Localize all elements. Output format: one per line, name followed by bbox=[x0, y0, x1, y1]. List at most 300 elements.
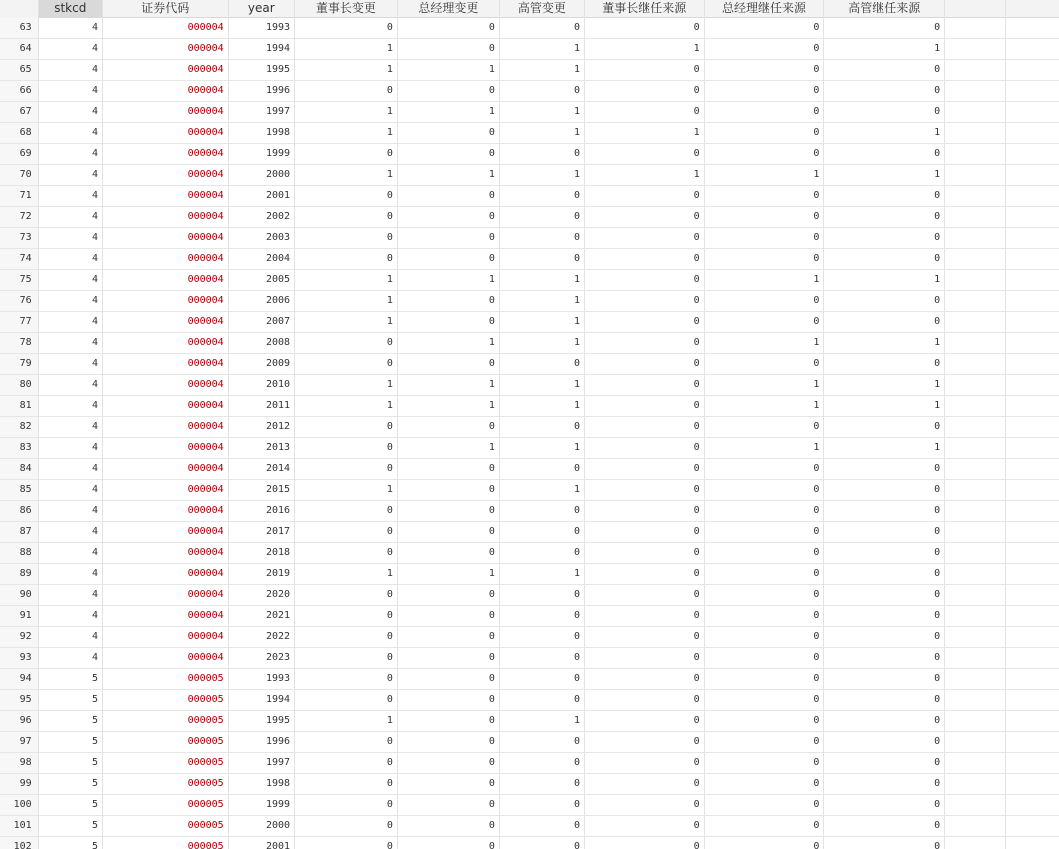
exec-change-cell[interactable]: 1 bbox=[500, 480, 585, 501]
exec-change-cell[interactable]: 0 bbox=[500, 354, 585, 375]
exec-successor-source-cell[interactable]: 0 bbox=[824, 480, 945, 501]
empty-cell[interactable] bbox=[1006, 291, 1059, 312]
gm-change-cell[interactable]: 0 bbox=[398, 417, 500, 438]
gm-change-cell[interactable]: 0 bbox=[398, 753, 500, 774]
security-code-cell[interactable]: 000004 bbox=[103, 480, 229, 501]
exec-change-cell[interactable]: 0 bbox=[500, 648, 585, 669]
row-number[interactable]: 93 bbox=[0, 648, 39, 669]
empty-cell[interactable] bbox=[945, 228, 1005, 249]
security-code-cell[interactable]: 000004 bbox=[103, 144, 229, 165]
security-code-cell[interactable]: 000004 bbox=[103, 186, 229, 207]
chairman-successor-source-cell[interactable]: 0 bbox=[585, 60, 705, 81]
exec-change-cell[interactable]: 0 bbox=[500, 459, 585, 480]
stkcd-cell[interactable]: 4 bbox=[39, 312, 103, 333]
stkcd-cell[interactable]: 5 bbox=[39, 753, 103, 774]
security-code-cell[interactable]: 000004 bbox=[103, 396, 229, 417]
gm-successor-source-cell[interactable]: 0 bbox=[705, 81, 825, 102]
security-code-cell[interactable]: 000004 bbox=[103, 585, 229, 606]
table-row[interactable] bbox=[0, 18, 1059, 39]
chairman-change-cell[interactable]: 1 bbox=[295, 60, 398, 81]
stkcd-cell[interactable]: 5 bbox=[39, 774, 103, 795]
chairman-change-cell[interactable]: 0 bbox=[295, 648, 398, 669]
row-number[interactable]: 88 bbox=[0, 543, 39, 564]
table-row[interactable] bbox=[0, 564, 1059, 585]
chairman-successor-source-cell[interactable]: 0 bbox=[585, 669, 705, 690]
exec-change-cell[interactable]: 0 bbox=[500, 228, 585, 249]
gm-change-cell[interactable]: 0 bbox=[398, 480, 500, 501]
security-code-cell[interactable]: 000004 bbox=[103, 18, 229, 39]
row-number[interactable]: 77 bbox=[0, 312, 39, 333]
exec-successor-source-cell[interactable]: 0 bbox=[824, 501, 945, 522]
chairman-successor-source-cell[interactable]: 0 bbox=[585, 795, 705, 816]
empty-cell[interactable] bbox=[945, 165, 1005, 186]
stkcd-cell[interactable]: 4 bbox=[39, 396, 103, 417]
security-code-cell[interactable]: 000004 bbox=[103, 543, 229, 564]
empty-cell[interactable] bbox=[1006, 354, 1059, 375]
year-cell[interactable]: 2012 bbox=[229, 417, 295, 438]
stkcd-cell[interactable]: 4 bbox=[39, 480, 103, 501]
gm-successor-source-cell[interactable]: 0 bbox=[705, 228, 825, 249]
chairman-successor-source-cell[interactable]: 1 bbox=[585, 165, 705, 186]
chairman-change-cell[interactable]: 0 bbox=[295, 207, 398, 228]
row-number[interactable]: 64 bbox=[0, 39, 39, 60]
exec-change-cell[interactable]: 0 bbox=[500, 732, 585, 753]
empty-cell[interactable] bbox=[1006, 711, 1059, 732]
year-cell[interactable]: 1995 bbox=[229, 711, 295, 732]
gm-successor-source-cell[interactable]: 0 bbox=[705, 522, 825, 543]
chairman-change-cell[interactable]: 0 bbox=[295, 753, 398, 774]
gm-successor-source-cell[interactable]: 0 bbox=[705, 669, 825, 690]
exec-successor-source-cell[interactable]: 1 bbox=[824, 375, 945, 396]
empty-cell[interactable] bbox=[1006, 333, 1059, 354]
empty-cell[interactable] bbox=[1006, 123, 1059, 144]
exec-successor-source-cell[interactable]: 0 bbox=[824, 690, 945, 711]
gm-successor-source-cell[interactable]: 0 bbox=[705, 732, 825, 753]
column-header-empty[interactable] bbox=[945, 0, 1005, 18]
stkcd-cell[interactable]: 4 bbox=[39, 270, 103, 291]
empty-cell[interactable] bbox=[1006, 312, 1059, 333]
gm-change-cell[interactable]: 0 bbox=[398, 774, 500, 795]
exec-successor-source-cell[interactable]: 1 bbox=[824, 333, 945, 354]
chairman-change-cell[interactable]: 0 bbox=[295, 144, 398, 165]
year-cell[interactable]: 2000 bbox=[229, 165, 295, 186]
empty-cell[interactable] bbox=[945, 102, 1005, 123]
security-code-cell[interactable]: 000004 bbox=[103, 123, 229, 144]
row-number[interactable]: 86 bbox=[0, 501, 39, 522]
year-cell[interactable]: 2011 bbox=[229, 396, 295, 417]
empty-cell[interactable] bbox=[945, 501, 1005, 522]
stkcd-cell[interactable]: 4 bbox=[39, 60, 103, 81]
chairman-successor-source-cell[interactable]: 0 bbox=[585, 627, 705, 648]
empty-cell[interactable] bbox=[1006, 396, 1059, 417]
row-number[interactable]: 84 bbox=[0, 459, 39, 480]
row-number[interactable]: 68 bbox=[0, 123, 39, 144]
table-row[interactable] bbox=[0, 312, 1059, 333]
column-header-exec-change[interactable]: 高管变更 bbox=[500, 0, 585, 18]
empty-cell[interactable] bbox=[945, 690, 1005, 711]
security-code-cell[interactable]: 000004 bbox=[103, 438, 229, 459]
table-row[interactable] bbox=[0, 753, 1059, 774]
row-number[interactable]: 76 bbox=[0, 291, 39, 312]
gm-successor-source-cell[interactable]: 0 bbox=[705, 564, 825, 585]
stkcd-cell[interactable]: 4 bbox=[39, 102, 103, 123]
chairman-successor-source-cell[interactable]: 0 bbox=[585, 81, 705, 102]
year-cell[interactable]: 1999 bbox=[229, 144, 295, 165]
exec-successor-source-cell[interactable]: 0 bbox=[824, 417, 945, 438]
gm-change-cell[interactable]: 1 bbox=[398, 60, 500, 81]
year-cell[interactable]: 2003 bbox=[229, 228, 295, 249]
chairman-successor-source-cell[interactable]: 0 bbox=[585, 564, 705, 585]
exec-successor-source-cell[interactable]: 0 bbox=[824, 291, 945, 312]
row-number[interactable]: 85 bbox=[0, 480, 39, 501]
chairman-change-cell[interactable]: 0 bbox=[295, 438, 398, 459]
empty-cell[interactable] bbox=[945, 732, 1005, 753]
year-cell[interactable]: 2017 bbox=[229, 522, 295, 543]
exec-change-cell[interactable]: 0 bbox=[500, 585, 585, 606]
row-number[interactable]: 87 bbox=[0, 522, 39, 543]
security-code-cell[interactable]: 000005 bbox=[103, 711, 229, 732]
year-cell[interactable]: 2020 bbox=[229, 585, 295, 606]
exec-successor-source-cell[interactable]: 0 bbox=[824, 669, 945, 690]
table-row[interactable] bbox=[0, 585, 1059, 606]
stkcd-cell[interactable]: 4 bbox=[39, 459, 103, 480]
table-row[interactable] bbox=[0, 438, 1059, 459]
security-code-cell[interactable]: 000005 bbox=[103, 774, 229, 795]
stkcd-cell[interactable]: 4 bbox=[39, 123, 103, 144]
exec-change-cell[interactable]: 0 bbox=[500, 501, 585, 522]
table-row[interactable] bbox=[0, 81, 1059, 102]
exec-successor-source-cell[interactable]: 0 bbox=[824, 585, 945, 606]
security-code-cell[interactable]: 000005 bbox=[103, 690, 229, 711]
exec-change-cell[interactable]: 1 bbox=[500, 60, 585, 81]
security-code-cell[interactable]: 000004 bbox=[103, 270, 229, 291]
table-row[interactable] bbox=[0, 228, 1059, 249]
stkcd-cell[interactable]: 4 bbox=[39, 564, 103, 585]
empty-cell[interactable] bbox=[945, 81, 1005, 102]
stkcd-cell[interactable]: 5 bbox=[39, 732, 103, 753]
stkcd-cell[interactable]: 4 bbox=[39, 333, 103, 354]
table-row[interactable] bbox=[0, 186, 1059, 207]
security-code-cell[interactable]: 000005 bbox=[103, 795, 229, 816]
gm-successor-source-cell[interactable]: 0 bbox=[705, 459, 825, 480]
chairman-successor-source-cell[interactable]: 0 bbox=[585, 459, 705, 480]
chairman-successor-source-cell[interactable]: 0 bbox=[585, 333, 705, 354]
stkcd-cell[interactable]: 5 bbox=[39, 837, 103, 849]
gm-change-cell[interactable]: 0 bbox=[398, 459, 500, 480]
chairman-change-cell[interactable]: 0 bbox=[295, 585, 398, 606]
exec-successor-source-cell[interactable]: 0 bbox=[824, 816, 945, 837]
gm-successor-source-cell[interactable]: 0 bbox=[705, 123, 825, 144]
security-code-cell[interactable]: 000005 bbox=[103, 837, 229, 849]
gm-successor-source-cell[interactable]: 0 bbox=[705, 186, 825, 207]
empty-cell[interactable] bbox=[945, 354, 1005, 375]
chairman-successor-source-cell[interactable]: 0 bbox=[585, 102, 705, 123]
empty-cell[interactable] bbox=[945, 249, 1005, 270]
exec-change-cell[interactable]: 1 bbox=[500, 333, 585, 354]
chairman-successor-source-cell[interactable]: 0 bbox=[585, 690, 705, 711]
year-cell[interactable]: 2009 bbox=[229, 354, 295, 375]
exec-change-cell[interactable]: 0 bbox=[500, 627, 585, 648]
empty-cell[interactable] bbox=[1006, 669, 1059, 690]
exec-successor-source-cell[interactable]: 0 bbox=[824, 795, 945, 816]
row-number[interactable]: 99 bbox=[0, 774, 39, 795]
gm-change-cell[interactable]: 0 bbox=[398, 144, 500, 165]
exec-change-cell[interactable]: 0 bbox=[500, 144, 585, 165]
empty-cell[interactable] bbox=[1006, 627, 1059, 648]
chairman-successor-source-cell[interactable]: 1 bbox=[585, 39, 705, 60]
gm-change-cell[interactable]: 1 bbox=[398, 102, 500, 123]
stkcd-cell[interactable]: 4 bbox=[39, 606, 103, 627]
chairman-change-cell[interactable]: 0 bbox=[295, 669, 398, 690]
security-code-cell[interactable]: 000005 bbox=[103, 669, 229, 690]
gm-successor-source-cell[interactable]: 0 bbox=[705, 648, 825, 669]
stkcd-cell[interactable]: 5 bbox=[39, 690, 103, 711]
exec-change-cell[interactable]: 0 bbox=[500, 753, 585, 774]
security-code-cell[interactable]: 000004 bbox=[103, 39, 229, 60]
year-cell[interactable]: 1993 bbox=[229, 669, 295, 690]
exec-change-cell[interactable]: 1 bbox=[500, 564, 585, 585]
year-cell[interactable]: 2013 bbox=[229, 438, 295, 459]
empty-cell[interactable] bbox=[1006, 249, 1059, 270]
security-code-cell[interactable]: 000004 bbox=[103, 501, 229, 522]
table-row[interactable] bbox=[0, 501, 1059, 522]
column-header-exec-successor-source[interactable]: 高管继任来源 bbox=[824, 0, 945, 18]
gm-change-cell[interactable]: 1 bbox=[398, 564, 500, 585]
empty-cell[interactable] bbox=[1006, 480, 1059, 501]
gm-change-cell[interactable]: 1 bbox=[398, 396, 500, 417]
chairman-change-cell[interactable]: 0 bbox=[295, 795, 398, 816]
year-cell[interactable]: 1996 bbox=[229, 81, 295, 102]
gm-successor-source-cell[interactable]: 0 bbox=[705, 144, 825, 165]
chairman-successor-source-cell[interactable]: 0 bbox=[585, 18, 705, 39]
gm-successor-source-cell[interactable]: 0 bbox=[705, 60, 825, 81]
empty-cell[interactable] bbox=[945, 312, 1005, 333]
row-number[interactable]: 97 bbox=[0, 732, 39, 753]
gm-change-cell[interactable]: 0 bbox=[398, 606, 500, 627]
gm-successor-source-cell[interactable]: 0 bbox=[705, 207, 825, 228]
security-code-cell[interactable]: 000004 bbox=[103, 291, 229, 312]
empty-cell[interactable] bbox=[945, 270, 1005, 291]
empty-cell[interactable] bbox=[1006, 459, 1059, 480]
chairman-change-cell[interactable]: 0 bbox=[295, 816, 398, 837]
chairman-successor-source-cell[interactable]: 0 bbox=[585, 312, 705, 333]
chairman-change-cell[interactable]: 0 bbox=[295, 627, 398, 648]
empty-cell[interactable] bbox=[945, 396, 1005, 417]
stkcd-cell[interactable]: 4 bbox=[39, 501, 103, 522]
gm-change-cell[interactable]: 0 bbox=[398, 39, 500, 60]
exec-successor-source-cell[interactable]: 0 bbox=[824, 18, 945, 39]
chairman-successor-source-cell[interactable]: 0 bbox=[585, 354, 705, 375]
year-cell[interactable]: 2014 bbox=[229, 459, 295, 480]
year-cell[interactable]: 2016 bbox=[229, 501, 295, 522]
gm-successor-source-cell[interactable]: 1 bbox=[705, 375, 825, 396]
table-row[interactable] bbox=[0, 249, 1059, 270]
stkcd-cell[interactable]: 4 bbox=[39, 585, 103, 606]
exec-successor-source-cell[interactable]: 0 bbox=[824, 774, 945, 795]
chairman-change-cell[interactable]: 0 bbox=[295, 522, 398, 543]
exec-change-cell[interactable]: 1 bbox=[500, 396, 585, 417]
year-cell[interactable]: 2005 bbox=[229, 270, 295, 291]
gm-successor-source-cell[interactable]: 0 bbox=[705, 417, 825, 438]
row-number[interactable]: 98 bbox=[0, 753, 39, 774]
empty-cell[interactable] bbox=[945, 585, 1005, 606]
chairman-change-cell[interactable]: 0 bbox=[295, 690, 398, 711]
exec-change-cell[interactable]: 0 bbox=[500, 186, 585, 207]
gm-successor-source-cell[interactable]: 0 bbox=[705, 690, 825, 711]
empty-cell[interactable] bbox=[945, 669, 1005, 690]
exec-change-cell[interactable]: 1 bbox=[500, 165, 585, 186]
column-header-gm-successor-source[interactable]: 总经理继任来源 bbox=[705, 0, 825, 18]
row-number[interactable]: 73 bbox=[0, 228, 39, 249]
empty-cell[interactable] bbox=[945, 522, 1005, 543]
empty-cell[interactable] bbox=[1006, 228, 1059, 249]
chairman-successor-source-cell[interactable]: 0 bbox=[585, 207, 705, 228]
exec-successor-source-cell[interactable]: 0 bbox=[824, 249, 945, 270]
chairman-change-cell[interactable]: 1 bbox=[295, 123, 398, 144]
gm-change-cell[interactable]: 0 bbox=[398, 837, 500, 849]
exec-change-cell[interactable]: 1 bbox=[500, 39, 585, 60]
column-header-year[interactable]: year bbox=[229, 0, 295, 18]
empty-cell[interactable] bbox=[945, 333, 1005, 354]
chairman-successor-source-cell[interactable]: 0 bbox=[585, 144, 705, 165]
gm-successor-source-cell[interactable]: 0 bbox=[705, 774, 825, 795]
gm-change-cell[interactable]: 0 bbox=[398, 18, 500, 39]
chairman-change-cell[interactable]: 1 bbox=[295, 39, 398, 60]
stkcd-cell[interactable]: 4 bbox=[39, 438, 103, 459]
gm-successor-source-cell[interactable]: 1 bbox=[705, 396, 825, 417]
empty-cell[interactable] bbox=[1006, 753, 1059, 774]
gm-change-cell[interactable]: 0 bbox=[398, 228, 500, 249]
row-number[interactable]: 82 bbox=[0, 417, 39, 438]
table-row[interactable] bbox=[0, 39, 1059, 60]
gm-successor-source-cell[interactable]: 0 bbox=[705, 312, 825, 333]
security-code-cell[interactable]: 000004 bbox=[103, 459, 229, 480]
exec-successor-source-cell[interactable]: 0 bbox=[824, 543, 945, 564]
table-row[interactable] bbox=[0, 375, 1059, 396]
gm-successor-source-cell[interactable]: 0 bbox=[705, 606, 825, 627]
chairman-successor-source-cell[interactable]: 0 bbox=[585, 711, 705, 732]
empty-cell[interactable] bbox=[945, 291, 1005, 312]
empty-cell[interactable] bbox=[1006, 606, 1059, 627]
table-row[interactable] bbox=[0, 207, 1059, 228]
empty-cell[interactable] bbox=[945, 711, 1005, 732]
chairman-change-cell[interactable]: 0 bbox=[295, 417, 398, 438]
empty-cell[interactable] bbox=[1006, 375, 1059, 396]
exec-change-cell[interactable]: 0 bbox=[500, 606, 585, 627]
gm-successor-source-cell[interactable]: 0 bbox=[705, 816, 825, 837]
exec-successor-source-cell[interactable]: 0 bbox=[824, 60, 945, 81]
chairman-change-cell[interactable]: 1 bbox=[295, 291, 398, 312]
row-number[interactable]: 89 bbox=[0, 564, 39, 585]
empty-cell[interactable] bbox=[945, 186, 1005, 207]
chairman-change-cell[interactable]: 1 bbox=[295, 711, 398, 732]
gm-successor-source-cell[interactable]: 1 bbox=[705, 165, 825, 186]
year-cell[interactable]: 1998 bbox=[229, 774, 295, 795]
chairman-change-cell[interactable]: 0 bbox=[295, 501, 398, 522]
year-cell[interactable]: 2015 bbox=[229, 480, 295, 501]
table-row[interactable] bbox=[0, 774, 1059, 795]
exec-successor-source-cell[interactable]: 0 bbox=[824, 753, 945, 774]
chairman-change-cell[interactable]: 0 bbox=[295, 81, 398, 102]
row-number[interactable]: 90 bbox=[0, 585, 39, 606]
exec-change-cell[interactable]: 0 bbox=[500, 774, 585, 795]
year-cell[interactable]: 2018 bbox=[229, 543, 295, 564]
exec-successor-source-cell[interactable]: 0 bbox=[824, 837, 945, 849]
empty-cell[interactable] bbox=[945, 39, 1005, 60]
empty-cell[interactable] bbox=[1006, 438, 1059, 459]
row-number[interactable]: 80 bbox=[0, 375, 39, 396]
gm-change-cell[interactable]: 0 bbox=[398, 711, 500, 732]
chairman-change-cell[interactable]: 0 bbox=[295, 732, 398, 753]
gm-successor-source-cell[interactable]: 0 bbox=[705, 837, 825, 849]
year-cell[interactable]: 1998 bbox=[229, 123, 295, 144]
chairman-successor-source-cell[interactable]: 0 bbox=[585, 396, 705, 417]
chairman-change-cell[interactable]: 1 bbox=[295, 102, 398, 123]
exec-change-cell[interactable]: 0 bbox=[500, 837, 585, 849]
table-row[interactable] bbox=[0, 291, 1059, 312]
year-cell[interactable]: 1997 bbox=[229, 102, 295, 123]
exec-successor-source-cell[interactable]: 0 bbox=[824, 648, 945, 669]
gm-change-cell[interactable]: 0 bbox=[398, 312, 500, 333]
chairman-successor-source-cell[interactable]: 0 bbox=[585, 186, 705, 207]
security-code-cell[interactable]: 000004 bbox=[103, 165, 229, 186]
exec-change-cell[interactable]: 1 bbox=[500, 312, 585, 333]
chairman-successor-source-cell[interactable]: 0 bbox=[585, 270, 705, 291]
chairman-change-cell[interactable]: 1 bbox=[295, 165, 398, 186]
exec-successor-source-cell[interactable]: 0 bbox=[824, 312, 945, 333]
gm-successor-source-cell[interactable]: 0 bbox=[705, 627, 825, 648]
gm-successor-source-cell[interactable]: 1 bbox=[705, 333, 825, 354]
stkcd-cell[interactable]: 4 bbox=[39, 144, 103, 165]
chairman-successor-source-cell[interactable]: 0 bbox=[585, 837, 705, 849]
exec-successor-source-cell[interactable]: 0 bbox=[824, 102, 945, 123]
table-row[interactable] bbox=[0, 333, 1059, 354]
chairman-successor-source-cell[interactable]: 0 bbox=[585, 417, 705, 438]
exec-successor-source-cell[interactable]: 1 bbox=[824, 165, 945, 186]
gm-successor-source-cell[interactable]: 1 bbox=[705, 438, 825, 459]
stkcd-cell[interactable]: 4 bbox=[39, 417, 103, 438]
row-number[interactable]: 66 bbox=[0, 81, 39, 102]
security-code-cell[interactable]: 000004 bbox=[103, 249, 229, 270]
security-code-cell[interactable]: 000004 bbox=[103, 606, 229, 627]
security-code-cell[interactable]: 000004 bbox=[103, 102, 229, 123]
gm-successor-source-cell[interactable]: 0 bbox=[705, 291, 825, 312]
stkcd-cell[interactable]: 4 bbox=[39, 18, 103, 39]
empty-cell[interactable] bbox=[1006, 522, 1059, 543]
corner-cell[interactable] bbox=[0, 0, 39, 18]
chairman-successor-source-cell[interactable]: 0 bbox=[585, 291, 705, 312]
year-cell[interactable]: 1995 bbox=[229, 60, 295, 81]
exec-successor-source-cell[interactable]: 1 bbox=[824, 438, 945, 459]
stkcd-cell[interactable]: 5 bbox=[39, 669, 103, 690]
stkcd-cell[interactable]: 4 bbox=[39, 543, 103, 564]
table-row[interactable] bbox=[0, 144, 1059, 165]
column-header-stkcd[interactable]: stkcd bbox=[39, 0, 103, 18]
row-number[interactable]: 92 bbox=[0, 627, 39, 648]
exec-successor-source-cell[interactable]: 0 bbox=[824, 144, 945, 165]
year-cell[interactable]: 2007 bbox=[229, 312, 295, 333]
row-number[interactable]: 78 bbox=[0, 333, 39, 354]
gm-successor-source-cell[interactable]: 0 bbox=[705, 585, 825, 606]
gm-change-cell[interactable]: 1 bbox=[398, 333, 500, 354]
empty-cell[interactable] bbox=[1006, 144, 1059, 165]
security-code-cell[interactable]: 000004 bbox=[103, 417, 229, 438]
row-number[interactable]: 72 bbox=[0, 207, 39, 228]
year-cell[interactable]: 2002 bbox=[229, 207, 295, 228]
exec-successor-source-cell[interactable]: 0 bbox=[824, 81, 945, 102]
row-number[interactable]: 81 bbox=[0, 396, 39, 417]
row-number[interactable]: 83 bbox=[0, 438, 39, 459]
